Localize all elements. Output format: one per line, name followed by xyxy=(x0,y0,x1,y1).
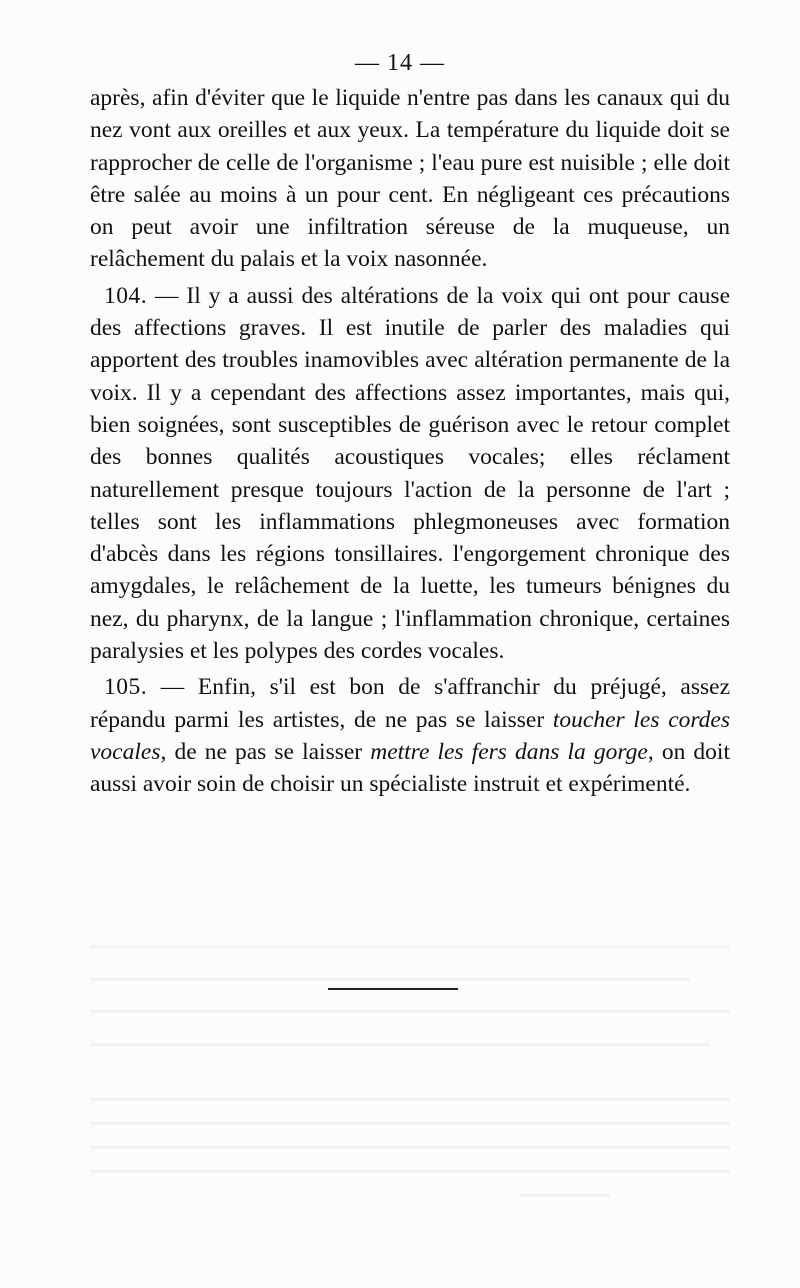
paragraph-105-text-b: , de ne pas se laisser xyxy=(160,738,371,765)
paragraph-number-104: 104. xyxy=(104,282,148,309)
section-end-rule xyxy=(328,988,458,990)
page-number: — 14 — xyxy=(355,50,445,76)
paragraph-105 xyxy=(90,671,730,800)
paragraph-continuation: après, afin d'éviter que le liquide n'entre pas dans les canaux qui du nez vont aux oreilles et aux yeux. La température du liquide doit se rapprocher de celle de l'organisme ; l'eau pure est nuisible ; elle doit être salée au moins à un pour cent. En négligeant ces précautions on peut avoir une infiltration séreuse de la muqueuse, un relâchement du palais et la voix nasonnée. xyxy=(90,85,730,273)
paragraph-number-105: 105. xyxy=(104,674,148,701)
paragraph-104-text: — Il y a aussi des altérations de la voix qui ont pour cause des affections graves. Il est inutile de parler des maladies qui apportent des troubles inamovibles avec altération permanente de la voix. Il y a cependant des affections assez importantes, mais qui, bien soignées, sont susceptibles de guérison avec le retour complet des bonnes qualités acoustiques vocales; elles réclament naturellement presque toujours l'action de la personne de l'art ; telles sont les inflammations phlegmoneuses avec formation d'abcès dans les régions tonsillaires. l'engorgement chronique des amygdales, le relâchement de la luette, les tumeurs bénignes du nez, du pharynx, de la langue ; l'inflammation chronique, certaines paralysies et les polypes des cordes vocales. xyxy=(90,282,730,665)
paragraph-105-text-a: — Enfin, s'il est bon de s'affranchir du préjugé, assez répandu parmi les artistes, de ne pas se laisser xyxy=(90,674,730,733)
italic-phrase-cordes-vocales: toucher les cordes vocales xyxy=(90,706,730,765)
paragraph-105-text-c: , on doit aussi avoir soin de choisir un spécialiste instruit et expérimenté. xyxy=(90,738,730,798)
italic-phrase-fers-gorge: mettre les fers dans la gorge xyxy=(370,738,648,765)
paragraph-104 xyxy=(90,280,730,668)
body-text xyxy=(90,82,730,801)
